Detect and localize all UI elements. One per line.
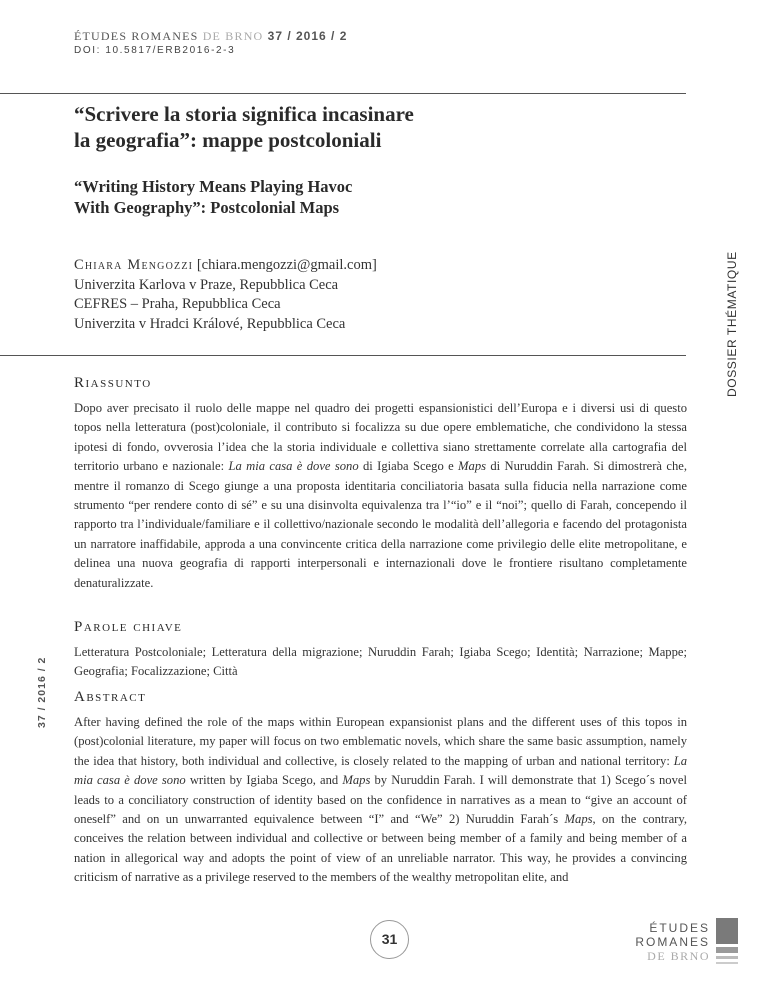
parole-chiave-heading: Parole chiave [74, 619, 183, 635]
logo-line-3: DE BRNO [647, 949, 710, 963]
journal-name-suffix: DE BRNO [202, 29, 264, 43]
title-en-line-1: “Writing History Means Playing Havoc [74, 177, 353, 196]
article-title-english [74, 176, 634, 218]
section-side-label: DOSSIER THÉMATIQUE [725, 251, 739, 397]
affiliation-2: CEFRES – Praha, Repubblica Ceca [74, 296, 281, 312]
logo-bar-icon [716, 956, 738, 959]
author-name: Chiara Mengozzi [74, 257, 194, 273]
doi: DOI: 10.5817/ERB2016-2-3 [74, 45, 236, 56]
book-title: Maps [342, 773, 371, 788]
page-number: 31 [370, 920, 409, 959]
journal-header [74, 29, 347, 44]
logo-square-icon [716, 918, 738, 944]
abstract-heading: Abstract [74, 689, 147, 705]
section-side-tab [725, 227, 740, 397]
riassunto-body: Dopo aver precisato il ruolo delle mappe nel quadro dei progetti espansionistici dell’Europa e i diversi usi di questo topos nella letteratura (post)coloniale, il contributo si focalizza su due opere emblematiche, che condividono la stessa ipotesi di fondo, ovverosia l’idea che la storia individuale e collettiva siano strettamente correlate alla cartografia del territorio urbano e nazionale: La mia casa è dove sono di Igiaba Scego e Maps di Nuruddin Farah. Si dimostrerà che, mentre il romanzo di Scego giunge a una proposta identitaria conciliatoria basata sulla fiducia nella narrazione come strumento “per rendere conto di sé” e su una disinvolta equivalenza tra l’“io” e il “noi”; quello di Farah, concependo il rapporto tra l’individuale/familiare e il collettivo/nazionale secondo le modalità dell’allegoria e facendo del protagonista un narratore inaffidabile, approda a una convincente critica della narrazione come privilegio delle elite metropolitane, e delinea una nuova geografia di rapporti interpersonali e internazionali dove le frontiere risultano completamente denaturalizzate. [74, 401, 687, 590]
logo-line-1: ÉTUDES [649, 921, 710, 935]
affiliation-1: Univerzita Karlova v Praze, Repubblica Ceca [74, 276, 339, 293]
book-title: Maps [458, 459, 487, 474]
title-it-line-1: “Scrivere la storia significa incasinare [74, 102, 414, 126]
riassunto-heading: Riassunto [74, 375, 152, 391]
logo-bar-icon [716, 947, 738, 953]
section-rule [0, 355, 686, 356]
journal-name: ÉTUDES ROMANES [74, 29, 199, 43]
top-rule [0, 93, 686, 94]
title-it-line-2: la geografia”: mappe postcoloniali [74, 128, 382, 152]
book-title: La mia casa è dove sono [228, 459, 359, 474]
journal-logo [590, 918, 740, 968]
affiliation-3: Univerzita v Hradci Králové, Repubblica Ceca [74, 315, 346, 332]
author-email[interactable]: [chiara.mengozzi@gmail.com] [196, 257, 377, 273]
journal-volume: 37 / 2016 / 2 [267, 29, 348, 43]
book-title: Maps [564, 812, 593, 827]
title-en-line-2: With Geography”: Postcolonial Maps [74, 198, 340, 217]
side-volume-text: 37 / 2016 / 2 [36, 656, 48, 728]
logo-line-2: ROMANES [635, 935, 710, 949]
abstract-body: After having defined the role of the maps within European expansionist plans and the different uses of this topos in (post)colonial literature, my paper will focus on two emblematic novels, which share the same basic assumption, namely the idea that history, both individual and collective, is closely related to the mapping of urban and national territory: La mia casa è dove sono written by Igiaba Scego, and Maps by Nuruddin Farah. I will demonstrate that 1) Scego´s novel leads to a conciliatory construction of identity based on the confidence in narratives as a mean to “give an account of oneself” and on un unwarranted equivalence between “I” and “We” 2) Nuruddin Farah´s Maps, on the contrary, conceives the relation between individual and collective or between being member of a family and being member of a nation in allegorical way and adopts the point of view of an unreliable narrator. This way, he provides a convincing criticism of narrative as a privilege reserved to the members of the wealthy metropolitan elite, and [74, 715, 687, 885]
side-volume-label [36, 656, 48, 728]
parole-chiave-body: Letteratura Postcoloniale; Letteratura della migrazione; Nuruddin Farah; Igiaba Scego; Identità; Narrazione; Mappe; Geografia; Focalizzazione; Città [74, 645, 687, 679]
author-block [74, 256, 634, 334]
logo-bar-icon [716, 962, 738, 964]
book-title: La mia casa è dove sono [74, 753, 687, 788]
article-title-italian [74, 101, 634, 153]
